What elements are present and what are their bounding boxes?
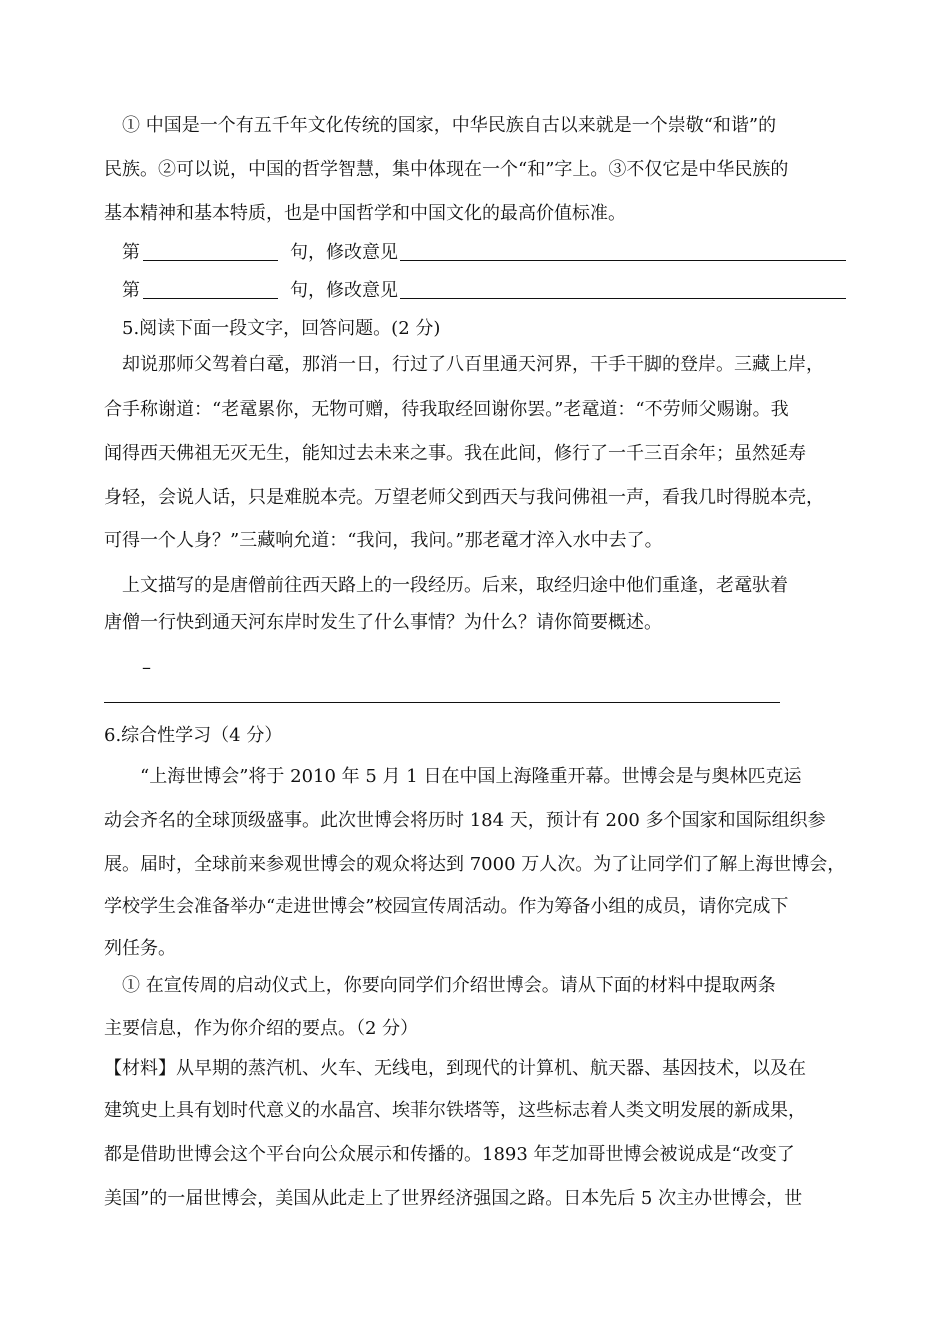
q5-question-line-2: 唐僧一行快到通天河东岸时发生了什么事情？为什么？请你简要概述。	[104, 612, 662, 633]
q6-material-line-4: 美国”的一届世博会，美国从此走上了世界经济强国之路。日本先后 5 次主办世博会，世	[104, 1188, 803, 1209]
q5-answer-line[interactable]	[104, 702, 780, 703]
answer-row-1-prefix: 第	[122, 242, 140, 263]
q6-intro-line-1: “上海世博会”将于 2010 年 5 月 1 日在中国上海隆重开幕。世博会是与奥林匹克运	[140, 766, 802, 787]
q5-answer-dash: –	[142, 657, 151, 678]
answer-row-2-opinion-blank[interactable]	[400, 298, 846, 299]
q5-question-line-1: 上文描写的是唐僧前往西天路上的一段经历。后来，取经归途中他们重逢，老鼋驮着	[122, 575, 788, 596]
q5-passage-line-4: 身轻，会说人话，只是难脱本壳。万望老师父到西天与我问佛祖一声，看我几时得脱本壳，	[104, 487, 824, 508]
q6-intro-line-5: 列任务。	[104, 938, 176, 959]
q6-intro-line-3: 展。届时，全球前来参观世博会的观众将达到 7000 万人次。为了让同学们了解上海世博会，	[104, 854, 846, 875]
q4-line-3: 基本精神和基本特质，也是中国哲学和中国文化的最高价值标准。	[104, 203, 626, 224]
answer-row-2-prefix: 第	[122, 280, 140, 301]
q6-intro-line-4: 学校学生会准备举办“走进世博会”校园宣传周活动。作为筹备小组的成员，请你完成下	[104, 896, 789, 917]
q6-material-line-2: 建筑史上具有划时代意义的水晶宫、埃菲尔铁塔等，这些标志着人类文明发展的新成果，	[104, 1100, 806, 1121]
answer-row-1-opinion-blank[interactable]	[400, 260, 846, 261]
q4-line-2: 民族。②可以说，中国的哲学智慧，集中体现在一个“和”字上。③不仅它是中华民族的	[104, 159, 789, 180]
q6-task1-line-2: 主要信息，作为你介绍的要点。（2 分）	[104, 1018, 419, 1039]
q5-passage-line-1: 却说那师父驾着白鼋，那消一日，行过了八百里通天河界，干手干脚的登岸。三藏上岸，	[122, 354, 824, 375]
q6-material-line-3: 都是借助世博会这个平台向公众展示和传播的。1893 年芝加哥世博会被说成是“改变了	[104, 1144, 795, 1165]
q4-line-1: ① 中国是一个有五千年文化传统的国家，中华民族自古以来就是一个崇敬“和谐”的	[122, 115, 777, 136]
answer-row-2-sentence-blank[interactable]	[143, 298, 278, 299]
answer-row-1-sentence-blank[interactable]	[143, 260, 278, 261]
q6-intro-line-2: 动会齐名的全球顶级盛事。此次世博会将历时 184 天，预计有 200 多个国家和国际组织参	[104, 810, 826, 831]
answer-row-2-middle: 句，修改意见	[290, 280, 398, 301]
q5-passage-line-2: 合手称谢道：“老鼋累你，无物可赠，待我取经回谢你罢。”老鼋道：“不劳师父赐谢。我	[104, 399, 789, 420]
q5-heading: 5.阅读下面一段文字，回答问题。(2 分)	[122, 318, 441, 339]
q5-passage-line-3: 闻得西天佛祖无灭无生，能知过去未来之事。我在此间，修行了一千三百余年；虽然延寿	[104, 443, 806, 464]
q6-material-line-1: 【材料】从早期的蒸汽机、火车、无线电，到现代的计算机、航天器、基因技术，以及在	[104, 1058, 806, 1079]
answer-row-1-middle: 句，修改意见	[290, 242, 398, 263]
q5-passage-line-5: 可得一个人身？”三藏响允道：“我问，我问。”那老鼋才淬入水中去了。	[104, 530, 663, 551]
q6-heading: 6.综合性学习（4 分）	[104, 725, 283, 746]
q6-task1-line-1: ① 在宣传周的启动仪式上，你要向同学们介绍世博会。请从下面的材料中提取两条	[122, 975, 776, 996]
